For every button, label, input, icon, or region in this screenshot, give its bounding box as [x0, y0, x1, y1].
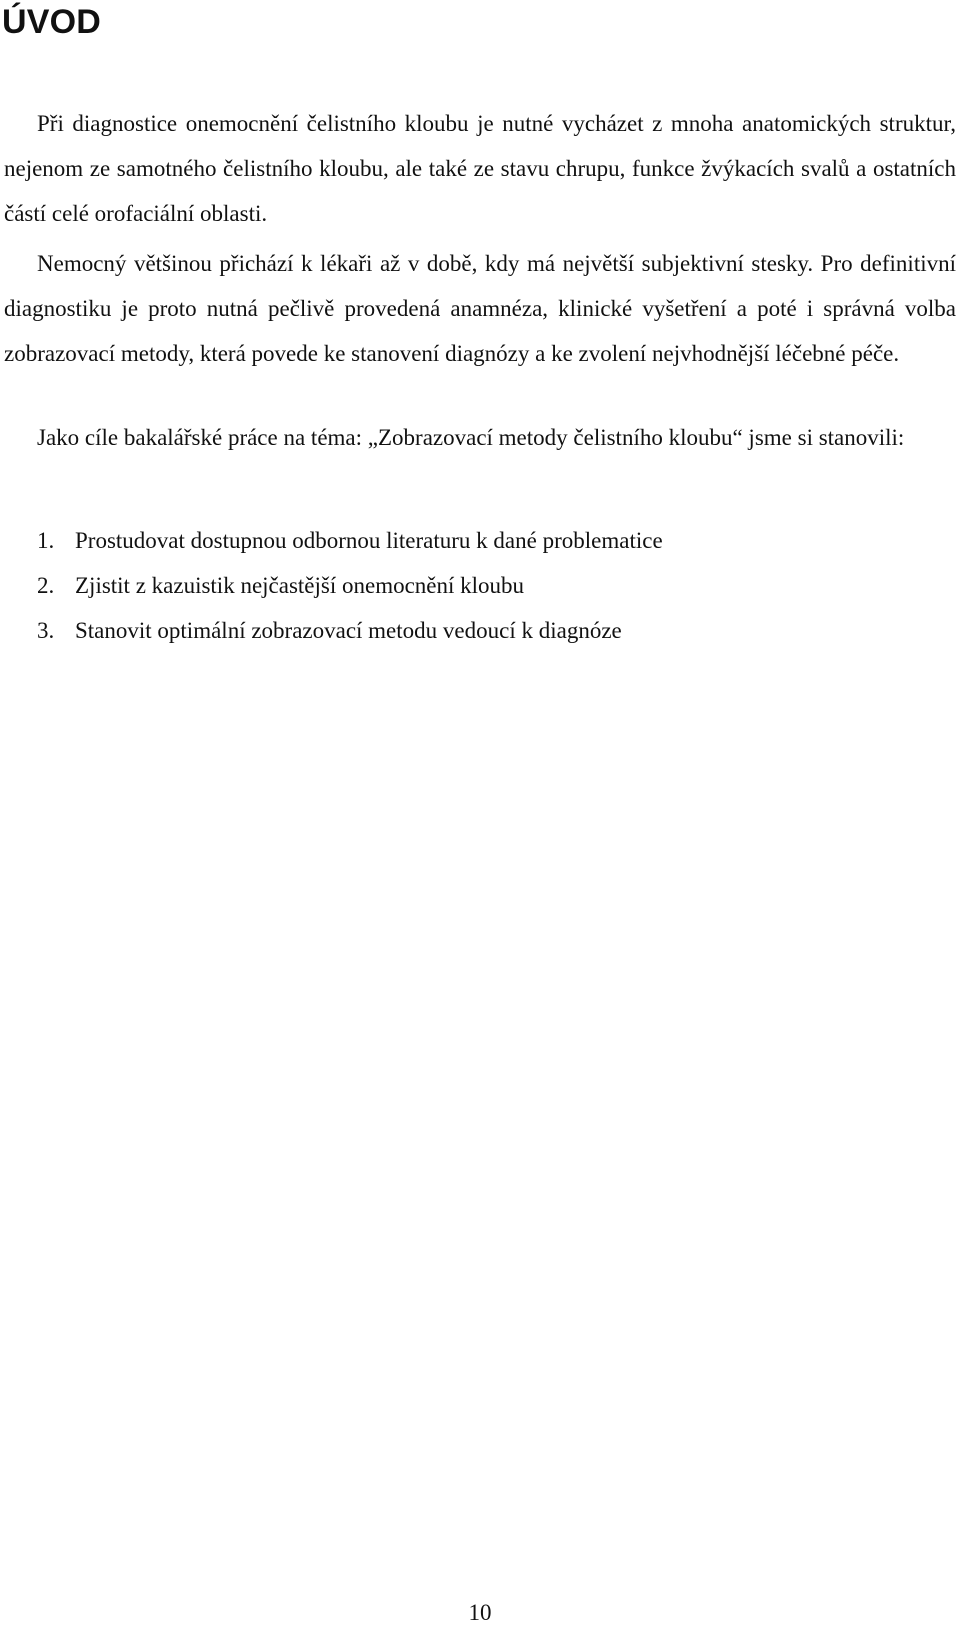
page-number: 10	[468, 1600, 492, 1625]
list-item-text: Zjistit z kazuistik nejčastější onemocnění kloubu	[75, 573, 525, 598]
list-item-text: Prostudovat dostupnou odbornou literaturu k dané problematice	[75, 528, 663, 553]
list-item-number: 3.	[37, 618, 55, 643]
list-item-number: 2.	[37, 573, 55, 598]
page-title: ÚVOD	[2, 3, 102, 41]
list-item	[37, 518, 663, 563]
goals-intro-paragraph: Jako cíle bakalářské práce na téma: „Zobrazovací metody čelistního kloubu“ jsme si stanovili:	[37, 425, 905, 450]
diagnostics-paragraph: Nemocný většinou přichází k lékaři až v době, kdy má největší subjektivní stesky. Pro definitivní diagnostiku je proto nutná pečlivě provedená anamnéza, klinické vyšetření a poté i správná volba zobrazovací metody, která povede ke stanovení diagnózy a ke zvolení nejvhodnější léčebné péče.	[4, 251, 956, 366]
list-item-text: Stanovit optimální zobrazovací metodu vedoucí k diagnóze	[75, 618, 622, 643]
list-item-number: 1.	[37, 528, 55, 553]
list-item	[37, 563, 663, 608]
intro-paragraph: Při diagnostice onemocnění čelistního kloubu je nutné vycházet z mnoha anatomických struktur, nejenom ze samotného čelistního kloubu, ale také ze stavu chrupu, funkce žvýkacích svalů a ostatních částí celé orofaciální oblasti.	[4, 111, 956, 226]
list-item	[37, 608, 663, 653]
goals-list	[37, 518, 663, 653]
